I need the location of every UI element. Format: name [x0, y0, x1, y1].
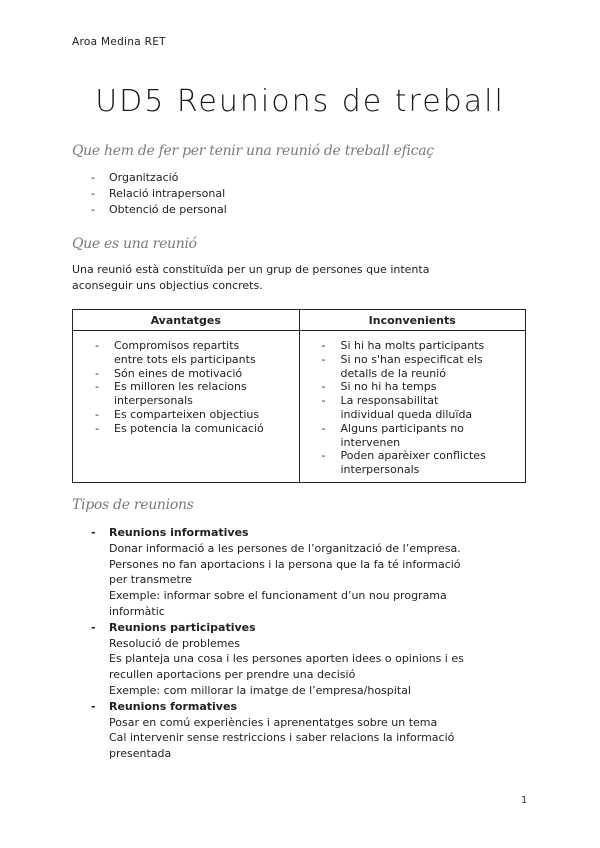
list-item: - Si no hi ha temps: [306, 380, 520, 394]
meeting-type-title: - Reunions informatives: [109, 526, 249, 539]
page-title: UD5 Reunions de treball: [95, 84, 505, 119]
description-line: Exemple: informar sobre el funcionament d’un nou programa: [109, 589, 447, 603]
description-line: presentada: [109, 747, 172, 761]
definition-paragraph: [72, 262, 532, 294]
list-item: [79, 380, 293, 408]
list-item: - Són eines de motivació: [79, 367, 293, 381]
item-line: detalls de la reunió: [340, 366, 446, 380]
section-heading-meeting-types: Tipos de reunions: [72, 497, 194, 513]
description-line: Resolució de problemes: [109, 636, 240, 650]
meeting-types-list: [91, 525, 521, 762]
advantages-disadvantages-table: [72, 309, 526, 483]
advantages-list: [79, 339, 293, 436]
meeting-type-participative: [91, 620, 521, 699]
item-line: - Alguns participants no: [340, 421, 464, 435]
description-line: Persones no fan aportacions i la persona que la fa té informació: [109, 557, 461, 571]
meeting-type-title: - Reunions participatives: [109, 620, 256, 634]
description-line: Donar informació a les persones de l’organització de l’empresa.: [109, 541, 461, 555]
list-item: - Es comparteixen objectius: [79, 408, 293, 422]
paragraph-line: aconseguir uns objectius concrets.: [72, 279, 263, 292]
author-header: Aroa Medina RET: [72, 36, 166, 48]
description-line: Exemple: com millorar la imatge de l’empresa/hospital: [109, 683, 411, 697]
list-item: - Organització: [91, 170, 227, 186]
description-line: Posar en comú experiències i aprenentatges sobre un tema: [109, 715, 438, 729]
item-line: intervenen: [340, 435, 401, 449]
section-heading-what-is-meeting: Que es una reunió: [72, 236, 197, 252]
page-number: 1: [521, 795, 528, 806]
list-item: [306, 449, 520, 477]
list-item: [79, 339, 293, 367]
item-line: - La responsabilitat: [340, 394, 439, 408]
item-line: - Compromisos repartits: [114, 339, 240, 352]
list-item: - Relació intrapersonal: [91, 186, 227, 202]
list-item: [306, 422, 520, 450]
item-line: - Si no s'han especificat els: [340, 352, 483, 366]
description-line: recullen aportacions per prendre una decisió: [109, 668, 356, 682]
item-line: entre tots els participants: [114, 352, 256, 366]
meeting-type-formative: [91, 699, 521, 762]
disadvantages-list: [306, 339, 520, 477]
description-line: per transmetre: [109, 573, 192, 587]
section-heading-effective-meeting: Que hem de fer per tenir una reunió de treball eficaç: [72, 143, 434, 159]
item-line: individual queda diluïda: [340, 407, 473, 421]
list-item: - Es potencia la comunicació: [79, 422, 293, 436]
effective-meeting-list: [91, 170, 227, 218]
meeting-type-informative: [91, 525, 521, 620]
table-header-advantages: Avantatges: [73, 310, 300, 331]
description-line: informàtic: [109, 604, 165, 618]
paragraph-line: Una reunió està constituïda per un grup de persones que intenta: [72, 263, 430, 276]
list-item: [306, 353, 520, 381]
list-item: - Obtenció de personal: [91, 202, 227, 218]
item-line: - Es milloren les relacions: [114, 380, 247, 394]
description-line: Cal intervenir sense restriccions i saber relacions la informació: [109, 731, 455, 745]
table-header-disadvantages: Inconvenients: [299, 310, 526, 331]
description-line: Es planteja una cosa i les persones aporten idees o opinions i es: [109, 652, 464, 666]
list-item: - Si hi ha molts participants: [306, 339, 520, 353]
advantages-cell: [73, 331, 300, 483]
meeting-type-title: - Reunions formatives: [109, 699, 237, 713]
list-item: [306, 394, 520, 422]
disadvantages-cell: [299, 331, 526, 483]
item-line: - Poden aparèixer conflictes: [340, 449, 486, 463]
item-line: interpersonals: [340, 463, 420, 477]
item-line: interpersonals: [114, 394, 193, 408]
